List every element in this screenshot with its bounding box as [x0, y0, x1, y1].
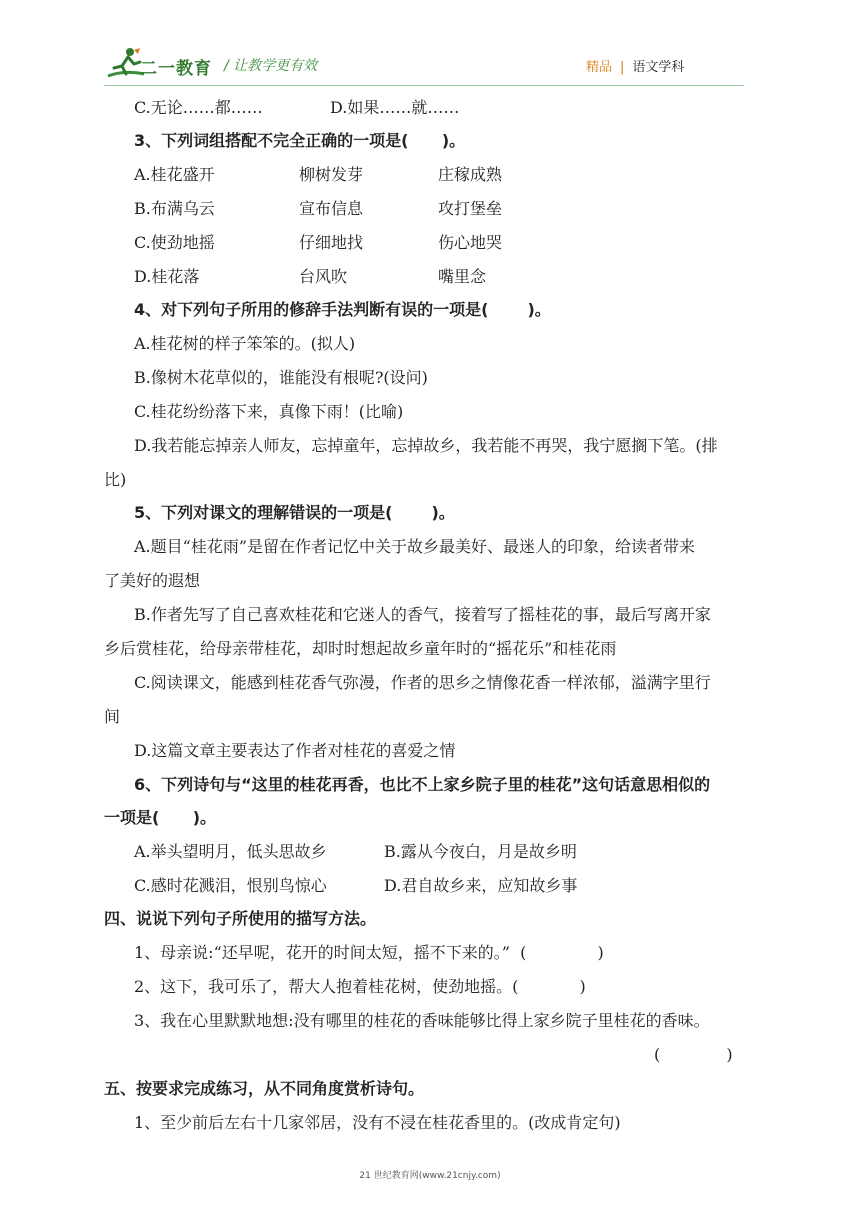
option-c: C.无论……都…… — [134, 98, 263, 117]
q6-option-a: A.举头望明月，低头思故乡 — [134, 842, 327, 861]
page-footer: 21 世纪教育网(www.21cnjy.com) — [359, 1171, 501, 1181]
header-separator: | — [620, 60, 625, 75]
question-3: 3、下列词组搭配不完全正确的一项是( )。 — [134, 131, 466, 150]
q5-option-c: C.阅读课文，能感到桂花香气弥漫，作者的思乡之情像花香一样浓郁，溢满字里行 — [134, 673, 711, 692]
q5-option-d: D.这篇文章主要表达了作者对桂花的喜爱之情 — [134, 741, 456, 760]
q3-row-d-1: D.桂花落 — [134, 267, 200, 286]
q4-option-b: B.像树木花草似的，谁能没有根呢?(设问) — [134, 368, 428, 387]
q6-option-c: C.感时花溅泪，恨别鸟惊心 — [134, 876, 327, 895]
q4-option-a: A.桂花树的样子笨笨的。(拟人) — [134, 334, 356, 353]
section-5-title: 五、按要求完成练习，从不同角度赏析诗句。 — [104, 1079, 425, 1098]
q5-option-c-cont: 间 — [104, 707, 121, 726]
q5-option-b: B.作者先写了自己喜欢桂花和它迷人的香气，接着写了摇桂花的事，最后写离开家 — [134, 605, 711, 624]
question-4: 4、对下列句子所用的修辞手法判断有误的一项是( )。 — [134, 300, 551, 319]
question-6-cont: 一项是( )。 — [104, 808, 217, 827]
q3-row-a-1: A.桂花盛开 — [134, 165, 215, 184]
q3-row-c-1: C.使劲地摇 — [134, 233, 215, 252]
q5-option-b-cont: 乡后赏桂花，给母亲带桂花，却时时想起故乡童年时的“摇花乐”和桂花雨 — [104, 639, 617, 658]
header-subject — [586, 56, 684, 75]
q4-option-d-cont: 比) — [104, 470, 127, 489]
q3-row-b-1: B.布满乌云 — [134, 199, 215, 218]
quality-label: 精品 — [586, 60, 613, 75]
q3-row-c-2: 仔细地找 — [299, 233, 364, 252]
q6-option-b: B.露从今夜白，月是故乡明 — [384, 842, 577, 861]
q4-option-d: D.我若能忘掉亲人师友，忘掉童年，忘掉故乡，我若能不再哭，我宁愿搁下笔。(排 — [134, 436, 718, 455]
s4-item-2: 2、这下，我可乐了，帮大人抱着桂花树，使劲地摇。( ) — [134, 977, 586, 996]
q3-row-b-3: 攻打堡垒 — [438, 199, 503, 218]
subject-label: 语文学科 — [632, 60, 685, 75]
q3-row-b-2: 宣布信息 — [299, 199, 364, 218]
question-6: 6、下列诗句与“这里的桂花再香，也比不上家乡院子里的桂花”这句话意思相似的 — [134, 775, 711, 794]
brand-name: 二一教育 — [140, 59, 212, 79]
q5-option-a-cont: 了美好的遐想 — [104, 571, 201, 590]
q3-row-a-2: 柳树发芽 — [299, 165, 364, 184]
q3-row-c-3: 伤心地哭 — [438, 233, 503, 252]
page-header — [0, 0, 860, 88]
option-d: D.如果……就…… — [330, 98, 460, 117]
q5-option-a: A.题目“桂花雨”是留在作者记忆中关于故乡最美好、最迷人的印象，给读者带来 — [134, 537, 696, 556]
s4-item-1: 1、母亲说:“还早呢，花开的时间太短，摇不下来的。” ( ) — [134, 943, 604, 962]
question-5: 5、下列对课文的理解错误的一项是( )。 — [134, 503, 455, 522]
q3-row-d-3: 嘴里念 — [438, 267, 487, 286]
q6-option-d: D.君自故乡来，应知故乡事 — [384, 876, 578, 895]
q3-row-a-3: 庄稼成熟 — [438, 165, 503, 184]
s4-item-3: 3、我在心里默默地想:没有哪里的桂花的香味能够比得上家乡院子里桂花的香味。 — [134, 1011, 710, 1030]
s5-item-1: 1、至少前后左右十几家邻居，没有不浸在桂花香里的。(改成肯定句) — [134, 1113, 621, 1132]
q3-row-d-2: 台风吹 — [299, 267, 348, 286]
header-rule — [104, 85, 744, 86]
q4-option-c: C.桂花纷纷落下来，真像下雨！(比喻) — [134, 402, 404, 421]
section-4-title: 四、说说下列句子所使用的描写方法。 — [104, 909, 377, 928]
s4-item-3-answer: ( ) — [654, 1045, 733, 1064]
brand-slogan: / 让教学更有效 — [224, 58, 318, 74]
